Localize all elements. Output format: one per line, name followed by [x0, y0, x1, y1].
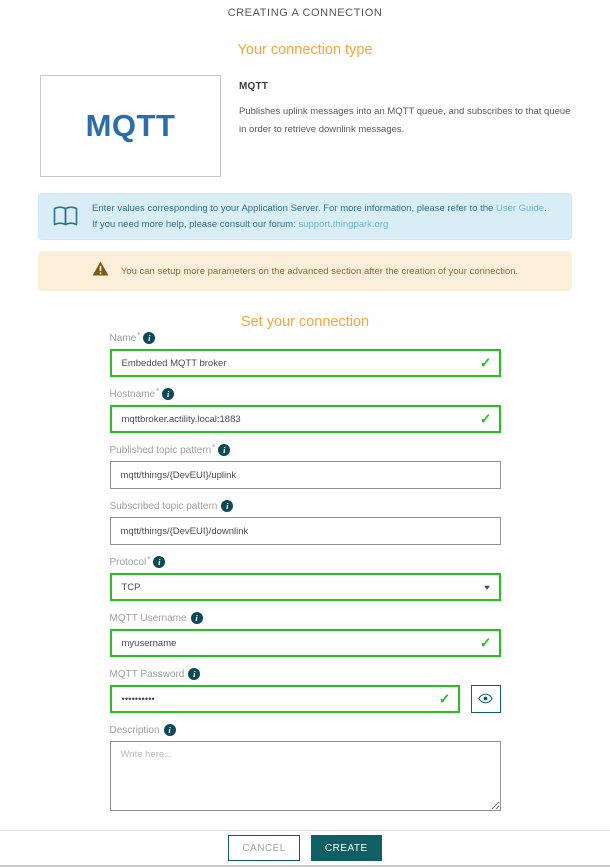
field-hostname — [110, 388, 501, 433]
field-mqtt-password — [110, 668, 501, 713]
caret-down-icon — [484, 586, 490, 590]
published-topic-input[interactable] — [110, 461, 501, 489]
field-label-text: Published topic pattern — [109, 444, 212, 456]
info-line2-text: If you need more help, please consult our forum: — [92, 218, 299, 230]
info-icon[interactable]: i — [218, 444, 230, 456]
info-icon[interactable]: i — [143, 332, 155, 344]
warning-icon — [92, 261, 109, 281]
valid-check-icon: ✓ — [479, 354, 492, 371]
field-label-text: MQTT Password — [109, 668, 185, 680]
page-title: CREATING A CONNECTION — [227, 7, 383, 19]
field-label-text: Description — [109, 724, 160, 736]
field-name-label — [110, 332, 501, 344]
field-published-topic — [110, 444, 501, 489]
field-description — [110, 724, 501, 816]
show-password-button[interactable] — [471, 685, 501, 713]
connection-type-heading: Your connection type — [237, 42, 373, 58]
name-input[interactable] — [110, 349, 501, 377]
user-guide-link[interactable]: User Guide — [495, 203, 545, 214]
info-icon[interactable]: i — [164, 724, 176, 736]
description-textarea[interactable] — [110, 741, 501, 811]
field-hostname-label — [110, 388, 501, 400]
subscribed-topic-input[interactable] — [110, 517, 501, 545]
required-asterisk: * — [147, 554, 151, 564]
field-label-text: Subscribed topic pattern — [109, 500, 218, 512]
field-protocol — [110, 556, 501, 601]
info-icon[interactable]: i — [191, 612, 203, 624]
mqtt-password-input[interactable] — [110, 685, 460, 713]
info-icon[interactable]: i — [221, 500, 233, 512]
eye-icon — [478, 692, 493, 707]
required-asterisk: * — [156, 386, 160, 396]
info-icon[interactable]: i — [162, 388, 174, 400]
field-description-label — [110, 724, 501, 736]
info-banner-text — [92, 201, 547, 232]
connection-type-description: Publishes uplink messages into an MQTT queue, and subscribes to that queue in order to retrieve downlink messages. — [239, 106, 571, 136]
field-protocol-label — [110, 556, 501, 568]
field-published-topic-label — [110, 444, 501, 456]
connection-type-name: MQTT — [239, 81, 269, 92]
field-label-text: Name — [109, 332, 137, 344]
warning-banner — [38, 251, 572, 291]
connection-type-row — [40, 75, 572, 177]
cancel-button[interactable]: CANCEL — [228, 835, 300, 861]
mqtt-username-input[interactable] — [110, 629, 501, 657]
required-asterisk: * — [212, 442, 216, 452]
field-name — [110, 332, 501, 377]
field-label-text: Protocol — [109, 556, 147, 568]
valid-check-icon: ✓ — [479, 634, 492, 651]
info-banner — [38, 193, 572, 240]
field-label-text: Hostname — [109, 388, 156, 400]
info-icon[interactable]: i — [188, 668, 200, 680]
valid-check-icon: ✓ — [438, 690, 451, 707]
field-subscribed-topic-label — [110, 500, 501, 512]
field-mqtt-username — [110, 612, 501, 657]
warning-text: You can setup more parameters on the advanced section after the creation of your connection. — [120, 265, 519, 277]
valid-check-icon: ✓ — [479, 410, 492, 427]
mqtt-logo-card[interactable] — [40, 75, 221, 177]
field-label-text: MQTT Username — [109, 612, 187, 624]
field-subscribed-topic — [110, 500, 501, 545]
support-forum-link[interactable]: support.thingpark.org — [298, 218, 389, 230]
field-mqtt-username-label — [110, 612, 501, 624]
create-button[interactable]: CREATE — [311, 835, 382, 861]
info-icon[interactable]: i — [153, 556, 165, 568]
hostname-input[interactable] — [110, 405, 501, 433]
connection-type-info — [239, 75, 572, 177]
info-line1-suffix: . — [544, 203, 547, 214]
connection-form — [110, 332, 501, 816]
book-icon — [53, 206, 78, 227]
protocol-select[interactable] — [110, 573, 501, 601]
mqtt-logo: MQTT — [85, 108, 176, 143]
protocol-selected-value: TCP — [121, 581, 141, 593]
set-connection-heading: Set your connection — [240, 314, 370, 331]
required-asterisk: * — [137, 330, 141, 340]
field-mqtt-password-label — [110, 668, 501, 680]
info-line1-text: Enter values corresponding to your Application Server. For more information, please refer to the — [92, 203, 496, 214]
